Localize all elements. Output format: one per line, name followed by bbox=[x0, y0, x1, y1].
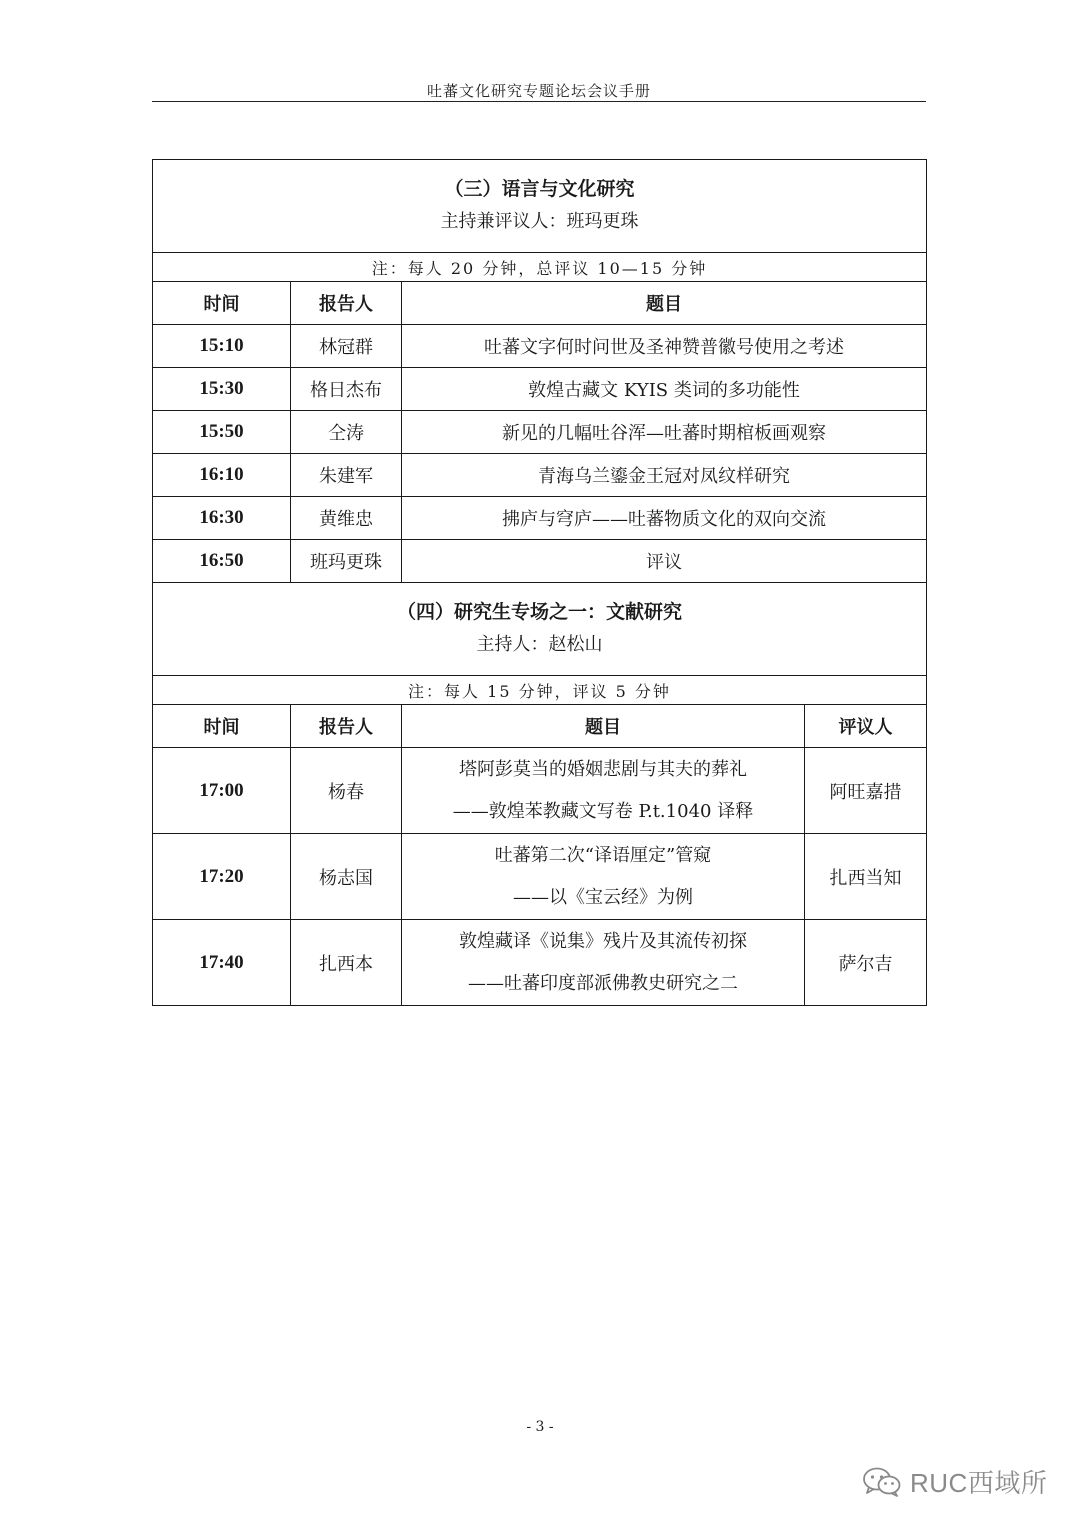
topic-cell: 评议 bbox=[402, 540, 927, 583]
wechat-icon bbox=[862, 1466, 902, 1498]
section3-heading-row bbox=[153, 160, 927, 253]
topic-cell bbox=[402, 920, 805, 1006]
schedule-table bbox=[152, 159, 927, 1006]
time-cell: 15:30 bbox=[153, 368, 291, 411]
table-row bbox=[153, 540, 927, 583]
col-header-time: 时间 bbox=[153, 705, 291, 748]
section3-host: 主持兼评议人：班玛更珠 bbox=[440, 211, 639, 232]
topic-cell: 吐蕃文字何时问世及圣神赞普徽号使用之考述 bbox=[402, 325, 927, 368]
speaker-cell: 杨春 bbox=[291, 748, 402, 834]
table-row bbox=[153, 748, 927, 834]
speaker-cell: 扎西本 bbox=[291, 920, 402, 1006]
time-cell: 17:20 bbox=[153, 834, 291, 920]
topic-subtitle: ——敦煌苯教藏文写卷 P.t.1040 译释 bbox=[452, 800, 754, 822]
section4-title: （四）研究生专场之一：文献研究 bbox=[396, 601, 682, 623]
topic-cell: 拂庐与穹庐——吐蕃物质文化的双向交流 bbox=[402, 497, 927, 540]
topic-cell: 青海乌兰鎏金王冠对凤纹样研究 bbox=[402, 454, 927, 497]
topic-subtitle: ——吐蕃印度部派佛教史研究之二 bbox=[468, 972, 738, 994]
table-row bbox=[153, 454, 927, 497]
table-row bbox=[153, 920, 927, 1006]
col-header-speaker: 报告人 bbox=[291, 282, 402, 325]
section4-column-header bbox=[153, 705, 927, 748]
time-cell: 15:50 bbox=[153, 411, 291, 454]
table-row bbox=[153, 411, 927, 454]
time-cell: 16:30 bbox=[153, 497, 291, 540]
topic-title: 敦煌藏译《说集》残片及其流传初探 bbox=[459, 930, 747, 952]
topic-cell: 新见的几幅吐谷浑—吐蕃时期棺板画观察 bbox=[402, 411, 927, 454]
speaker-cell: 朱建军 bbox=[291, 454, 402, 497]
time-cell: 16:50 bbox=[153, 540, 291, 583]
table-row bbox=[153, 325, 927, 368]
topic-cell bbox=[402, 748, 805, 834]
section3-column-header bbox=[153, 282, 927, 325]
time-cell: 17:40 bbox=[153, 920, 291, 1006]
topic-cell: 敦煌古藏文 KYIS 类词的多功能性 bbox=[402, 368, 927, 411]
manual-header-title: 吐蕃文化研究专题论坛会议手册 bbox=[426, 82, 651, 100]
col-header-speaker: 报告人 bbox=[291, 705, 402, 748]
watermark bbox=[862, 1463, 1047, 1500]
col-header-time: 时间 bbox=[153, 282, 291, 325]
section4-heading-row bbox=[153, 583, 927, 676]
speaker-cell: 格日杰布 bbox=[291, 368, 402, 411]
watermark-text: RUC西域所 bbox=[910, 1468, 1048, 1498]
speaker-cell: 杨志国 bbox=[291, 834, 402, 920]
col-header-topic: 题目 bbox=[402, 705, 805, 748]
time-cell: 16:10 bbox=[153, 454, 291, 497]
col-header-topic: 题目 bbox=[402, 282, 927, 325]
reviewer-cell: 阿旺嘉措 bbox=[805, 748, 927, 834]
speaker-cell: 黄维忠 bbox=[291, 497, 402, 540]
section3-title: （三）语言与文化研究 bbox=[444, 178, 635, 200]
time-cell: 17:00 bbox=[153, 748, 291, 834]
topic-title: 塔阿彭莫当的婚姻悲剧与其夫的葬礼 bbox=[459, 758, 747, 780]
table-row bbox=[153, 834, 927, 920]
col-header-reviewer: 评议人 bbox=[805, 705, 927, 748]
reviewer-cell: 萨尔吉 bbox=[805, 920, 927, 1006]
speaker-cell: 班玛更珠 bbox=[291, 540, 402, 583]
section4-note: 注：每人 15 分钟，评议 5 分钟 bbox=[153, 676, 927, 705]
section4-heading-cell bbox=[153, 583, 927, 676]
table-row bbox=[153, 497, 927, 540]
section3-heading-cell bbox=[153, 160, 927, 253]
topic-cell bbox=[402, 834, 805, 920]
time-cell: 15:10 bbox=[153, 325, 291, 368]
section4-host: 主持人：赵松山 bbox=[476, 634, 603, 655]
speaker-cell: 仝涛 bbox=[291, 411, 402, 454]
table-row bbox=[153, 368, 927, 411]
topic-subtitle: ——以《宝云经》为例 bbox=[513, 886, 693, 908]
speaker-cell: 林冠群 bbox=[291, 325, 402, 368]
reviewer-cell: 扎西当知 bbox=[805, 834, 927, 920]
topic-title: 吐蕃第二次“译语厘定”管窥 bbox=[494, 844, 712, 866]
section4-note-row bbox=[153, 676, 927, 705]
header-rule bbox=[152, 101, 926, 102]
section3-note-row bbox=[153, 253, 927, 282]
section3-note: 注：每人 20 分钟，总评议 10—15 分钟 bbox=[153, 253, 927, 282]
page-number: - 3 - bbox=[526, 1419, 554, 1435]
